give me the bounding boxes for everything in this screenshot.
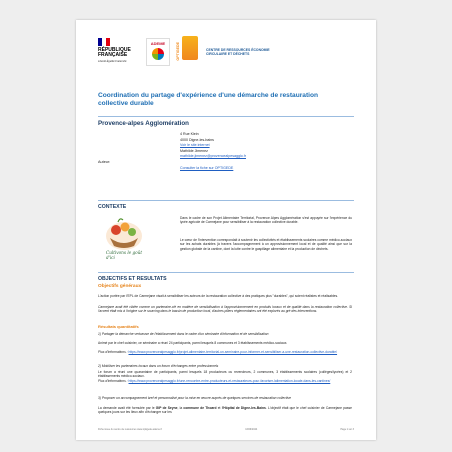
resultat-2-plus-label: Plus d'informations : — [98, 379, 128, 383]
website-link[interactable]: Voir le site internet — [180, 143, 210, 148]
contexte-paragraph-1: Dans le cadre de son Projet Alimentaire Territorial, Provence Alpes Agglomération s'est appuyée sur l'expérience du lycée agricole de Carmejane pour sensibiliser à la restauration collective durable. — [180, 216, 352, 225]
resultat-3-title: 3) Proposer un accompagnement bref et personnalisé pour la mise en œuvre auprès de quelques services de restauration collective — [98, 396, 291, 400]
ademe-emblem-icon — [152, 48, 164, 60]
resultat-3-text-b: , la — [177, 406, 184, 410]
resultat-2-detail: Le forum a réuni une quarantaine de participants, parmi lesquels 18 producteurs ou revendeurs, 2 communes, 3 établissements scolaires (collèges/lycées) et 2 établissements médico-sociaux. — [98, 370, 352, 379]
rf-name — [98, 48, 138, 58]
republique-francaise-logo — [98, 38, 138, 63]
commune-thoard-label: commune de Thoard — [183, 406, 217, 410]
optigede-logo — [176, 36, 200, 66]
resultat-3-text-c: et — [216, 406, 222, 410]
centre-ressources-label — [206, 48, 286, 57]
resultat-2-title: 2) Mobiliser les partenaires locaux dans un forum d'échanges entre professionnels — [98, 364, 219, 368]
centre-line2: CIRCULAIRE ET DÉCHETS — [206, 52, 250, 57]
resultat-1-title: 1) Partager la démarche vertueuse de l'établissement dans le cadre d'un séminaire d'information et de sensibilisation — [98, 332, 269, 336]
resultat-1-link[interactable]: https://www.provencealpesagglo.fr/projet-alimentaire-territorial-un-seminaire-pour-informer-et-sensibiliser-a-une-restauration-collective-durable/ — [128, 350, 338, 354]
illustration-caption: Cultivons le goût d'ici — [106, 250, 143, 260]
cultivons-gout-illustration — [98, 214, 150, 266]
resultat-3-detail — [98, 406, 352, 414]
rf-motto: Liberté Égalité Fraternité — [98, 60, 127, 63]
french-flag-icon — [98, 38, 110, 46]
auteur-label: Auteur: — [98, 160, 111, 164]
organisation-name: Provence-alpes Agglomération — [98, 120, 189, 127]
objectifs-paragraph-1: L'action portée par l'EPL de Carmejane visait à sensibiliser les acteurs de la restauration collective à des pratiques plus "durables", qui soient réalistes et réalisables. — [98, 294, 339, 298]
gip-seyne-label: GIP de Seyne — [155, 406, 178, 410]
centre-line1: CENTRE DE RESSOURCES ÉCONOMIE — [206, 48, 270, 52]
address-line2: 4000 Digne-les-bains — [180, 137, 214, 142]
resultat-1-detail: Animé par le chef cuisinier, ce séminaire a réuni 24 participants, parmi lesquels 8 communes et 3 établissements médico-sociaux. — [98, 341, 288, 345]
objectifs-paragraph-2: Carmejane avait été ciblée comme un partenaire-clé en matière de sensibilisation à l'approvisionnement en produits locaux et de qualité dans la restauration collective. Si l'accent était mis à l'origine sur le sourcing dans le bassin de production local, d'autres piliers réglementaires ont été explorés au gré des interventions. — [98, 305, 352, 314]
resultat-3-text-d: . L'objectif était que le chef cuisinier de Carmejane passe quelques jours sur les lieux afin d'échanger sur les — [98, 406, 352, 415]
optigede-badge-icon — [182, 36, 198, 60]
resultat-2-info — [98, 379, 352, 383]
ademe-logo — [146, 38, 170, 66]
footer-date: 16/09/2024 — [245, 428, 258, 431]
document-page — [76, 20, 376, 440]
objectifs-generaux-subheading: Objectifs généraux — [98, 284, 142, 289]
contact-email-link[interactable]: mathilde.jimenez@provencealpesagglo.fr — [180, 154, 246, 159]
resultat-1-plus-label: Plus d'informations : — [98, 350, 128, 354]
contexte-divider — [98, 200, 354, 201]
contact-name: Mathilde Jimenez — [180, 148, 208, 153]
title-divider — [98, 116, 354, 117]
address-line1: 4 Rue Klein — [180, 132, 199, 136]
rf-line1: RÉPUBLIQUE — [98, 47, 131, 53]
resultat-3-text-a: La demande avait été formulée par le — [98, 406, 156, 410]
ademe-label: ADEME — [150, 41, 166, 46]
hopital-digne-label: l'Hôpital de Digne-les-Bains — [221, 406, 266, 410]
resultat-2-link[interactable]: https://www.provencealpesagglo.fr/une-rencontre-entre-producteurs-et-restaurateurs-pour-favoriser-lalimentation-locale-dans-les-cantines/ — [128, 379, 331, 383]
contact-block — [180, 132, 246, 171]
rf-line2: FRANÇAISE — [98, 52, 128, 58]
objectifs-heading: OBJECTIFS ET RESULTATS — [98, 276, 167, 282]
optigede-label: OPTIGEDE — [176, 42, 180, 61]
fiche-optigede-link[interactable]: Consulter la fiche sur OPTIGEDE — [180, 165, 234, 170]
objectifs-divider — [98, 272, 354, 273]
footer-source: Fiche issue du centre de ressources www.optigede.ademe.fr — [98, 428, 163, 431]
page-footer — [98, 428, 354, 431]
resultat-1-info — [98, 350, 352, 354]
footer-page-number: Page 1 sur 3 — [340, 428, 354, 431]
document-title: Coordination du partage d'expérience d'une démarche de restauration collective durable — [98, 92, 319, 107]
resultats-quantitatifs-subheading: Résultats quantitatifs — [98, 324, 139, 329]
contexte-heading: CONTEXTE — [98, 204, 127, 210]
contexte-paragraph-2: Le cœur de l'intervention correspondait à soutenir les collectivités et établissements scolaires comme médico-sociaux sur les achats durables (à travers l'accompagnement à un approvisionnement local et de qualité ainsi que sur la gestion globale de la cantine, dont la lutte contre le gaspillage alimentaire et la production de déchets. — [180, 238, 352, 251]
